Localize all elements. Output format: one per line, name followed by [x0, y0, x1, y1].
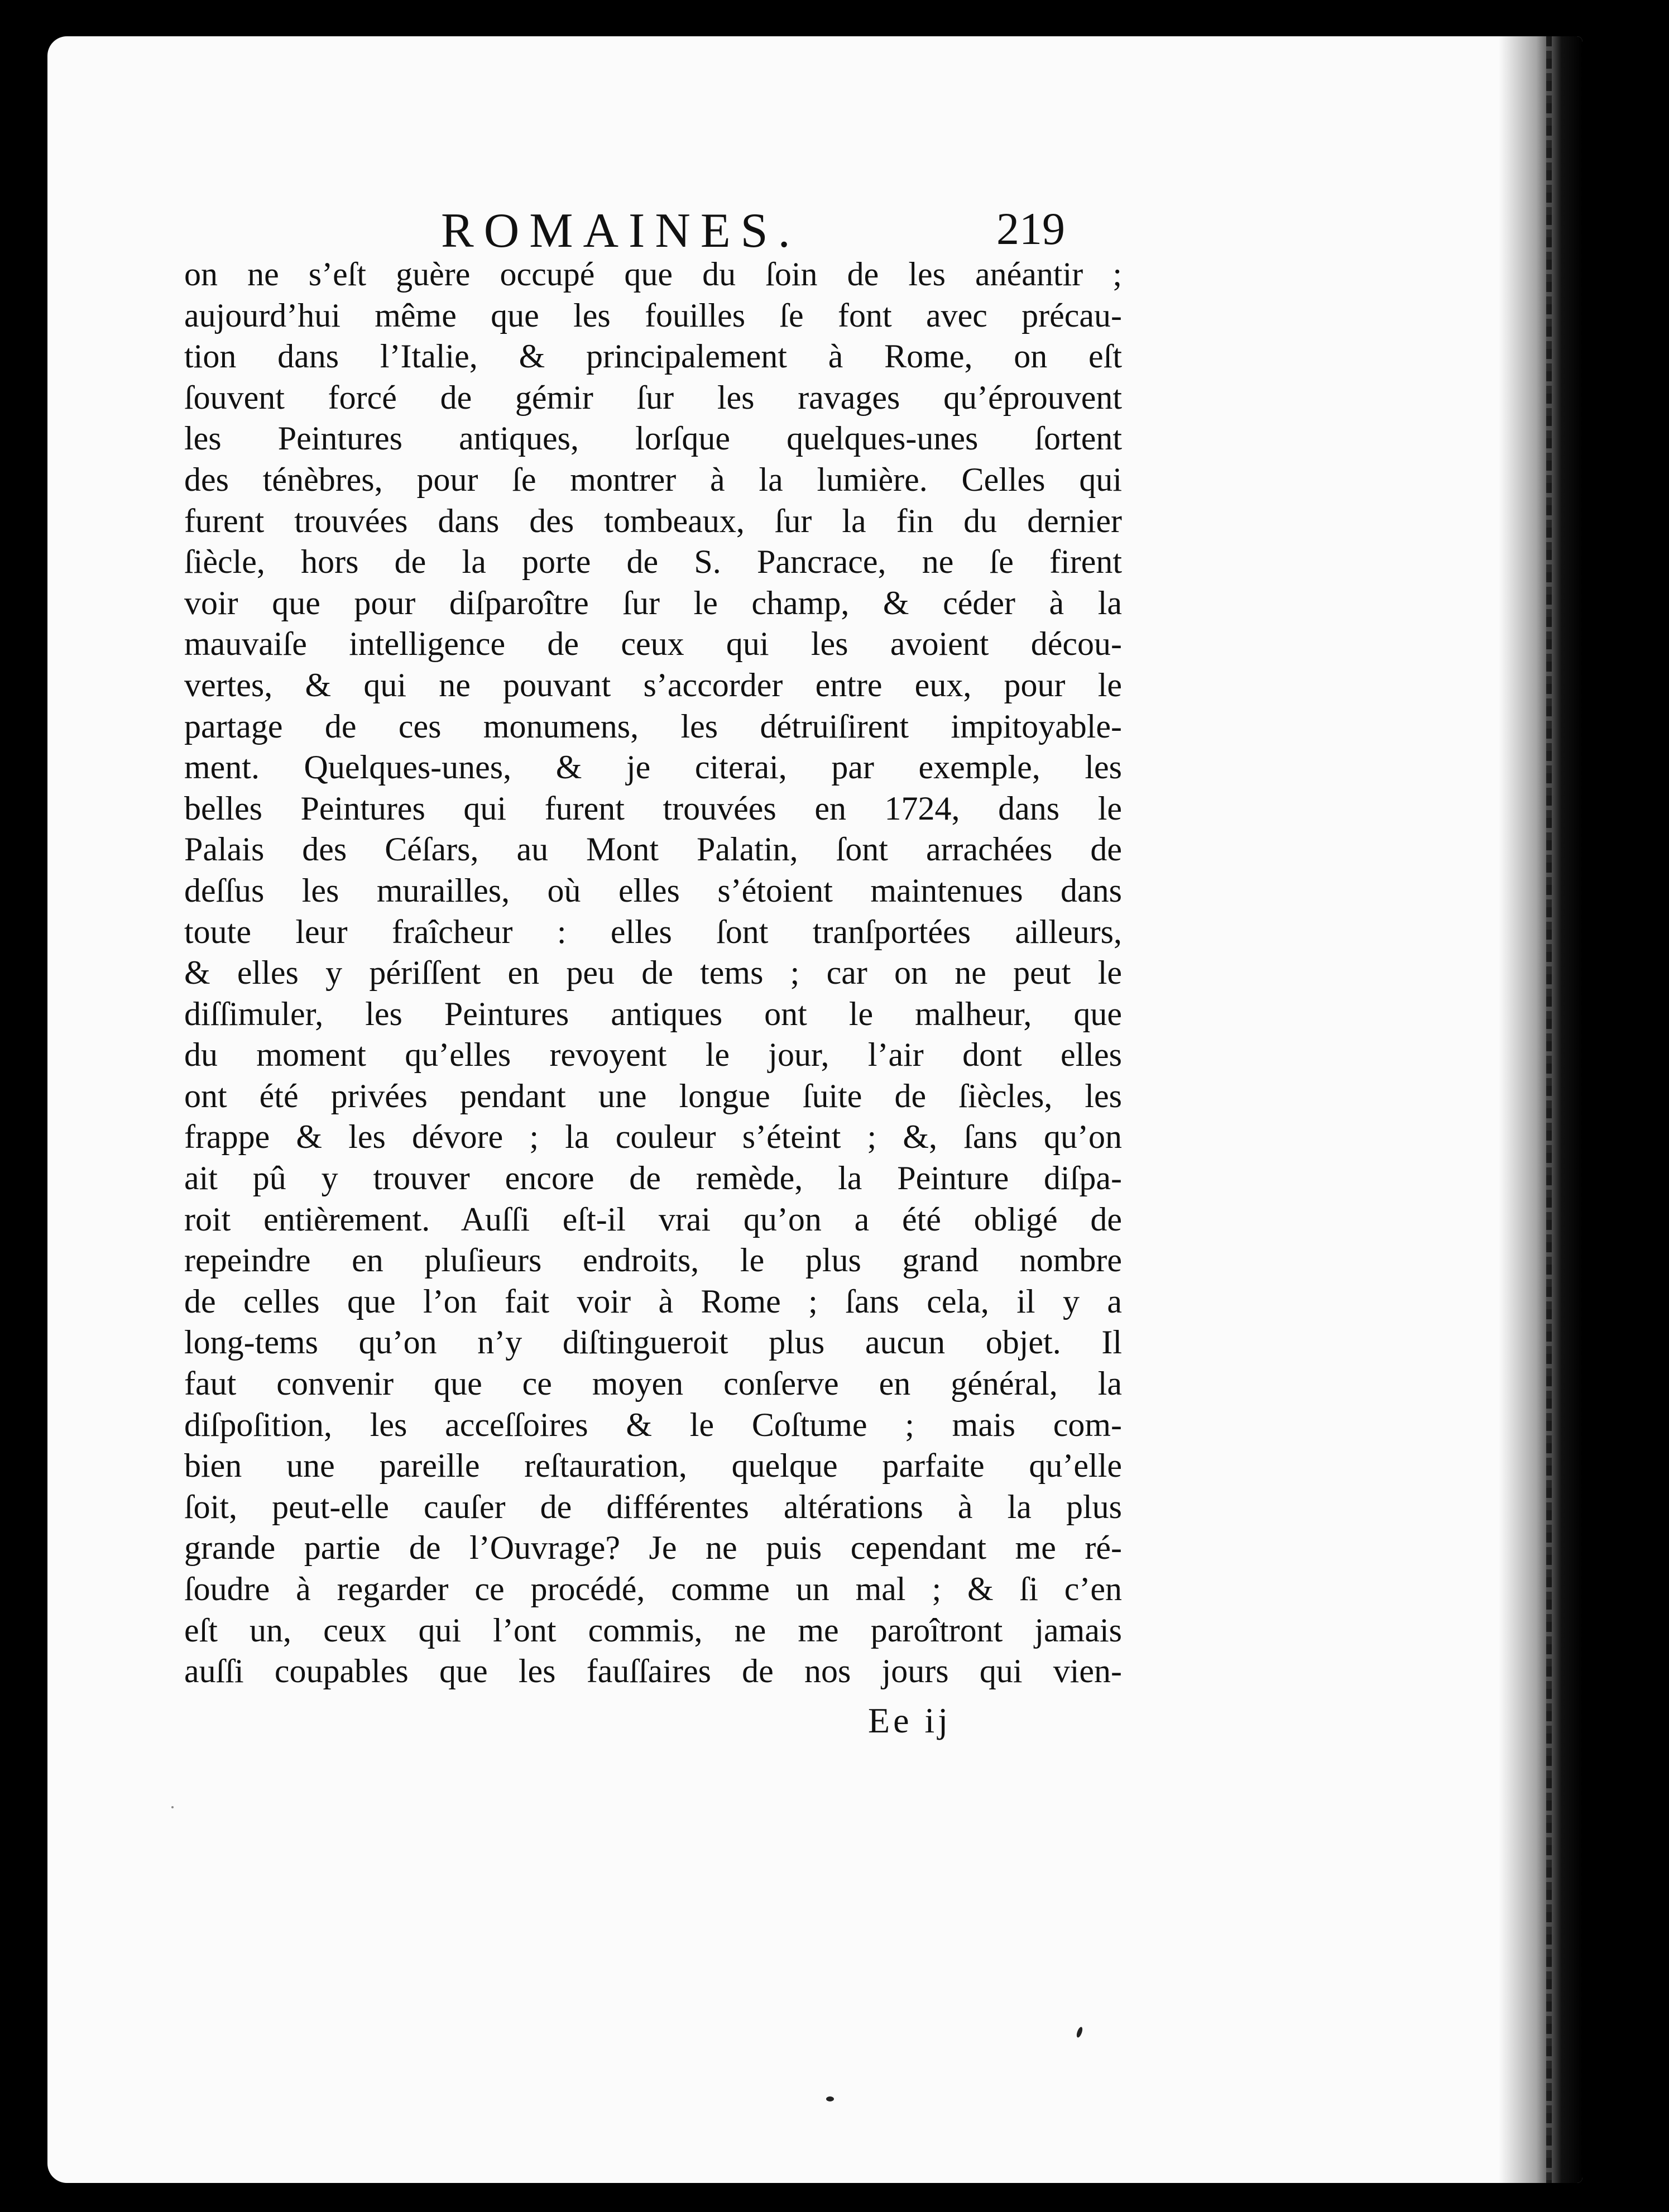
text-line: long-tems qu’on n’y diſtingueroit plus aucun objet. Il: [184, 1324, 1122, 1361]
text-line: vertes, & qui ne pouvant s’accorder entre eux, pour le: [184, 666, 1122, 703]
text-line: tion dans l’Italie, & principalement à Rome, on eſt: [184, 338, 1122, 375]
text-line: & elles y périſſent en peu de tems ; car on ne peut le: [184, 954, 1122, 992]
text-line: des ténèbres, pour ſe montrer à la lumière. Celles qui: [184, 461, 1122, 498]
text-line: ſoit, peut-elle cauſer de différentes altérations à la plus: [184, 1488, 1122, 1525]
text-line: auſſi coupables que les fauſſaires de nos jours qui vien-: [184, 1653, 1122, 1690]
text-line: Palais des Céſars, au Mont Palatin, ſont arrachées de: [184, 831, 1122, 868]
text-line: ſoudre à regarder ce procédé, comme un mal ; & ſi c’en: [184, 1571, 1122, 1607]
ink-speck: [171, 1806, 174, 1808]
text-line: belles Peintures qui furent trouvées en 1724, dans le: [184, 789, 1122, 827]
text-line: furent trouvées dans des tombeaux, ſur la fin du dernier: [184, 502, 1122, 539]
book-page: [47, 36, 1582, 2183]
text-line: ment. Quelques-unes, & je citerai, par exemple, les: [184, 749, 1122, 786]
text-line: eſt un, ceux qui l’ont commis, ne me paroîtront jamais: [184, 1611, 1122, 1649]
page-number: 219: [996, 203, 1065, 254]
text-line: on ne s’eſt guère occupé que du ſoin de les anéantir ;: [184, 256, 1122, 293]
text-line: roit entièrement. Auſſi eſt-il vrai qu’on a été obligé de: [184, 1200, 1122, 1238]
text-line: du moment qu’elles revoyent le jour, l’air dont elles: [184, 1036, 1122, 1074]
ink-speck: [826, 2096, 834, 2101]
text-line: grande partie de l’Ouvrage? Je ne puis cependant me ré-: [184, 1529, 1122, 1567]
body-text: [184, 254, 1122, 1692]
text-line: diſpoſition, les acceſſoires & le Coſtume ; mais com-: [184, 1406, 1122, 1443]
text-line: de celles que l’on fait voir à Rome ; ſans cela, il y a: [184, 1282, 1122, 1320]
gutter-shadow: [1499, 36, 1582, 2183]
text-line: aujourd’hui même que les fouilles ſe font avec précau-: [184, 296, 1122, 334]
gutter-streak: [1546, 36, 1552, 2183]
text-line: mauvaiſe intelligence de ceux qui les avoient décou-: [184, 625, 1122, 663]
text-line: deſſus les murailles, où elles s’étoient maintenues dans: [184, 872, 1122, 909]
ink-speck: [1076, 2026, 1083, 2038]
text-line: ait pû y trouver encore de remède, la Peinture diſpa-: [184, 1160, 1122, 1197]
text-line: ont été privées pendant une longue ſuite de ſiècles, les: [184, 1077, 1122, 1114]
text-line: diſſimuler, les Peintures antiques ont le malheur, que: [184, 995, 1122, 1032]
text-line: les Peintures antiques, lorſque quelques-unes ſortent: [184, 420, 1122, 457]
signature-mark: Ee ij: [868, 1701, 952, 1740]
text-line: repeindre en pluſieurs endroits, le plus grand nombre: [184, 1242, 1122, 1279]
text-line: bien une pareille reſtauration, quelque parfaite qu’elle: [184, 1447, 1122, 1485]
running-head-title: ROMAINES.: [441, 204, 800, 258]
text-line: ſouvent forcé de gémir ſur les ravages qu’éprouvent: [184, 379, 1122, 416]
text-line: frappe & les dévore ; la couleur s’éteint ; &, ſans qu’on: [184, 1118, 1122, 1156]
text-line: partage de ces monumens, les détruiſirent impitoyable-: [184, 707, 1122, 745]
text-line: ſiècle, hors de la porte de S. Pancrace, ne ſe firent: [184, 543, 1122, 581]
text-line: voir que pour diſparoître ſur le champ, & céder à la: [184, 584, 1122, 621]
text-line: toute leur fraîcheur : elles ſont tranſportées ailleurs,: [184, 913, 1122, 950]
text-line: faut convenir que ce moyen conſerve en général, la: [184, 1365, 1122, 1402]
